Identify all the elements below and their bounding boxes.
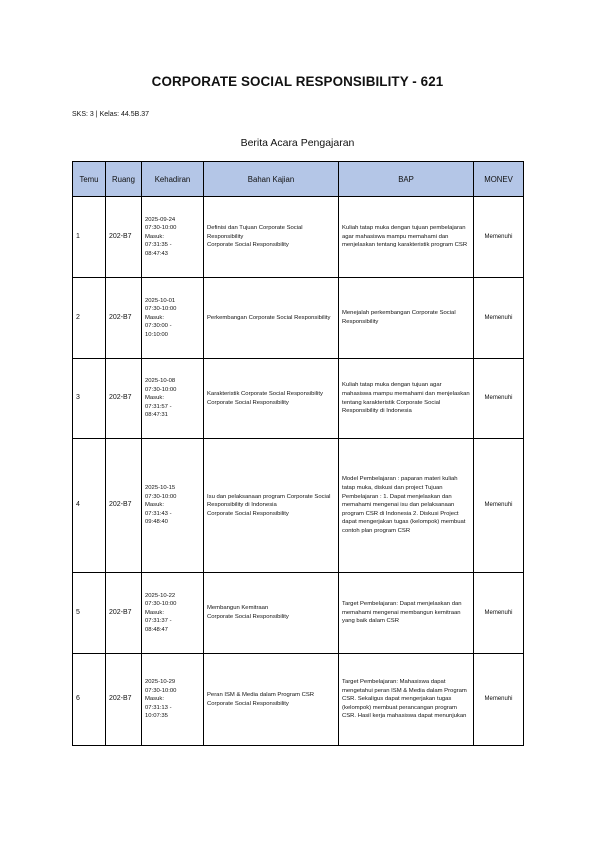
kehadiran-out: 09:48:40 [145, 519, 168, 526]
header-bahan-kajian: Bahan Kajian [204, 162, 339, 197]
cell-temu: 2 [73, 278, 106, 359]
bahan-topic: Perkembangan Corporate Social Responsibility [207, 314, 331, 321]
table-row [73, 197, 524, 278]
cell-monev: Memenuhi [474, 439, 524, 573]
kehadiran-schedule: 07:30-10:00 [145, 601, 177, 608]
kehadiran-schedule: 07:30-10:00 [145, 687, 177, 694]
kehadiran-date: 2025-10-29 [145, 679, 176, 686]
bahan-course: Corporate Social Responsibility [207, 399, 289, 406]
kehadiran-out: 08:48:47 [145, 626, 168, 633]
kehadiran-out: 08:47:43 [145, 250, 168, 257]
table-row [73, 439, 524, 573]
kehadiran-label: Masuk: [145, 314, 164, 321]
kehadiran-schedule: 07:30-10:00 [145, 493, 177, 500]
kehadiran-in: 07:31:37 - [145, 618, 172, 625]
kehadiran-date: 2025-10-01 [145, 297, 176, 304]
bahan-topic: Peran ISM & Media dalam Program CSR [207, 691, 315, 698]
cell-kehadiran [142, 573, 204, 654]
kehadiran-date: 2025-10-22 [145, 592, 176, 599]
kehadiran-out: 08:47:31 [145, 412, 168, 419]
bap-text: Kuliah tatap muka dengan tujuan pembelajaran agar mahasiswa mampu memahami dan menjelaskan tentang karakteristik program CSR [342, 225, 468, 249]
cell-bahan-kajian [204, 278, 339, 359]
kehadiran-in: 07:31:43 - [145, 510, 172, 517]
cell-bap [339, 439, 474, 573]
cell-bap [339, 573, 474, 654]
kehadiran-in: 07:31:35 - [145, 242, 172, 249]
cell-monev: Memenuhi [474, 573, 524, 654]
bahan-topic: Membangun Kemitraan [207, 605, 269, 612]
kehadiran-schedule: 07:30-10:00 [145, 225, 177, 232]
kehadiran-label: Masuk: [145, 696, 164, 703]
bahan-course: Corporate Social Responsibility [207, 700, 289, 707]
course-meta [72, 111, 149, 118]
cell-ruang: 202-B7 [106, 439, 142, 573]
cell-temu: 5 [73, 573, 106, 654]
bap-text: Target Pembelajaran: Mahasiswa dapat mengetahui peran ISM & Media dalam Program CSR. Sekaligus dapat mengerjakan tugas (kelompok) membuat perancangan program CSR. Hasil kerja mahasiswa dapat menunjukan [342, 679, 467, 720]
header-temu: Temu [73, 162, 106, 197]
cell-kehadiran [142, 359, 204, 439]
kehadiran-date: 2025-09-24 [145, 216, 176, 223]
cell-ruang: 202-B7 [106, 278, 142, 359]
cell-kehadiran [142, 197, 204, 278]
cell-bap [339, 654, 474, 746]
bahan-course: Corporate Social Responsibility [207, 242, 289, 249]
header-ruang: Ruang [106, 162, 142, 197]
cell-monev: Memenuhi [474, 197, 524, 278]
bap-text: Model Pembelajaran : paparan materi kuliah tatap muka, diskusi dan project Tujuan Pembelajaran : 1. Dapat menjelaskan dan memahami mengenai isu dan pelaksanaan program CSR di Indonesia 2. Diskusi Project dapat mengerjakan tugas (kelompok) membuat contoh plan program CSR [342, 476, 466, 534]
cell-kehadiran [142, 278, 204, 359]
cell-bap [339, 278, 474, 359]
bahan-topic: Definisi dan Tujuan Corporate Social Responsibility [207, 225, 303, 240]
bahan-course: Corporate Social Responsibility [207, 614, 289, 620]
cell-kehadiran [142, 439, 204, 573]
bahan-course: Corporate Social Responsibility [207, 510, 289, 517]
table-row [73, 654, 524, 746]
kelas-value: Kelas: 44.5B.37 [99, 111, 150, 118]
cell-ruang: 202-B7 [106, 359, 142, 439]
cell-temu: 1 [73, 197, 106, 278]
table-header-row [73, 162, 524, 197]
bap-text: Kuliah tatap muka dengan tujuan agar mahasiswa mampu memahami dan menjelaskan tentang karakteristik Corporate Social Responsibility di Indonesia [342, 382, 470, 415]
kehadiran-in: 07:31:57 - [145, 403, 172, 410]
kehadiran-label: Masuk: [145, 502, 164, 509]
kehadiran-label: Masuk: [145, 395, 164, 402]
kehadiran-in: 07:30:00 - [145, 323, 172, 330]
cell-monev: Memenuhi [474, 359, 524, 439]
kehadiran-schedule: 07:30-10:00 [145, 386, 177, 393]
header-bap: BAP [339, 162, 474, 197]
cell-bahan-kajian [204, 359, 339, 439]
cell-ruang: 202-B7 [106, 654, 142, 746]
cell-monev: Memenuhi [474, 278, 524, 359]
cell-bap [339, 197, 474, 278]
cell-ruang: 202-B7 [106, 573, 142, 654]
cell-ruang: 202-B7 [106, 197, 142, 278]
cell-bahan-kajian [204, 573, 339, 654]
table-row [73, 359, 524, 439]
cell-bahan-kajian [204, 197, 339, 278]
cell-bahan-kajian [204, 654, 339, 746]
kehadiran-out: 10:07:35 [145, 713, 168, 720]
cell-bap [339, 359, 474, 439]
cell-kehadiran [142, 654, 204, 746]
kehadiran-schedule: 07:30-10:00 [145, 306, 177, 313]
kehadiran-date: 2025-10-08 [145, 378, 176, 385]
document-title: CORPORATE SOCIAL RESPONSIBILITY - 621 [151, 74, 444, 89]
cell-monev: Memenuhi [474, 654, 524, 746]
cell-temu: 3 [73, 359, 106, 439]
teaching-record-table [72, 161, 524, 746]
kehadiran-in: 07:31:13 - [145, 704, 172, 711]
meta-separator: | [95, 111, 98, 118]
table-row [73, 573, 524, 654]
bahan-topic: Isu dan pelaksanaan program Corporate Social Responsibility di Indonesia [207, 493, 331, 509]
cell-bahan-kajian [204, 439, 339, 573]
bahan-topic: Karakteristik Corporate Social Responsibility [207, 390, 323, 397]
table-row [73, 278, 524, 359]
cell-temu: 4 [73, 439, 106, 573]
cell-temu: 6 [73, 654, 106, 746]
bap-text: Target Pembelajaran: Dapat menjelaskan dan memahami mengenai membangun kemitraan yang baik dalam CSR [342, 601, 462, 625]
kehadiran-label: Masuk: [145, 233, 164, 240]
kehadiran-out: 10:10:00 [145, 331, 168, 338]
header-kehadiran: Kehadiran [142, 162, 204, 197]
kehadiran-date: 2025-10-15 [145, 485, 176, 492]
bap-text: Menejalah perkembangan Corporate Social Responsibility [342, 310, 456, 325]
header-monev: MONEV [474, 162, 524, 197]
section-title: Berita Acara Pengajaran [240, 137, 355, 149]
kehadiran-label: Masuk: [145, 609, 164, 616]
sks-value: SKS: 3 [72, 111, 94, 118]
